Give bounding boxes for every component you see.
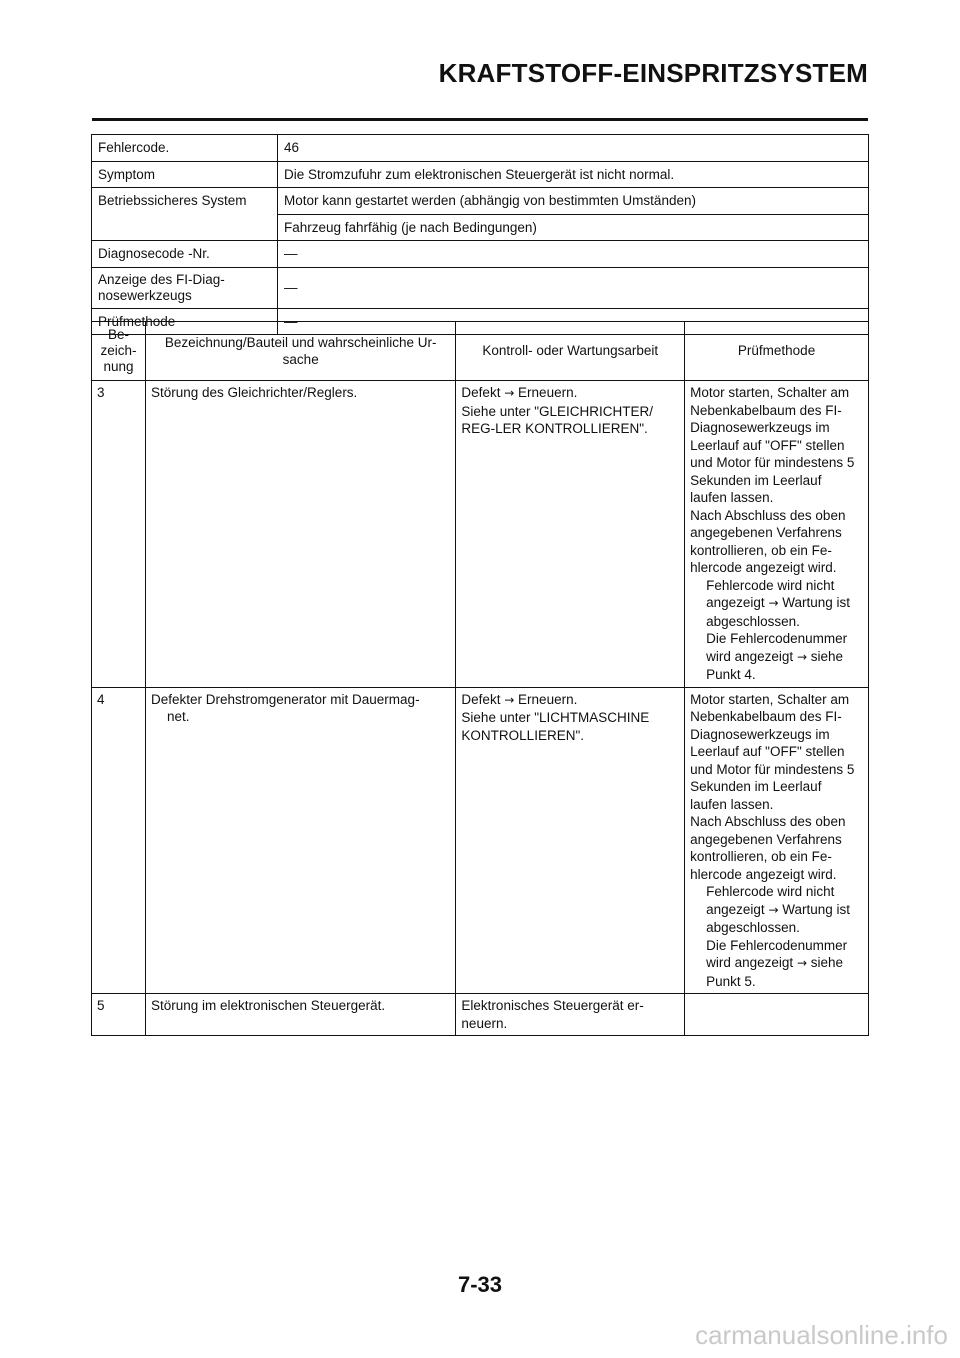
action-text: Erneuern. bbox=[518, 691, 578, 707]
info-value: — bbox=[278, 241, 869, 268]
arrow-icon: → bbox=[504, 692, 515, 707]
action-line: REG-LER KONTROLLIEREN". bbox=[461, 421, 648, 436]
row-cause bbox=[145, 687, 455, 994]
check-line: Nebenkabelbaum des FI- bbox=[690, 709, 842, 724]
table-header-row bbox=[92, 322, 869, 381]
info-label-line: Anzeige des FI-Diag- bbox=[98, 271, 225, 287]
check-text: Wartung ist bbox=[782, 595, 851, 610]
header-line: nung bbox=[103, 359, 134, 374]
info-label: Diagnosecode -Nr. bbox=[92, 241, 278, 268]
title-rule bbox=[92, 118, 868, 121]
row-action bbox=[456, 381, 685, 688]
cause-line: Defekter Drehstromgenerator mit Dauermag- bbox=[150, 691, 420, 707]
info-value: Die Stromzufuhr zum elektronischen Steuergerät ist nicht normal. bbox=[278, 161, 869, 188]
action-line: Siehe unter "LICHTMASCHINE bbox=[461, 710, 650, 725]
check-subline: Fehlercode wird nicht bbox=[706, 577, 835, 593]
action-line: KONTROLLIEREN". bbox=[461, 727, 584, 743]
check-line: Leerlauf auf "OFF" stellen bbox=[690, 744, 845, 759]
check-subline: Die Fehlercodenummer bbox=[706, 631, 848, 646]
check-line: laufen lassen. bbox=[690, 490, 774, 505]
info-table bbox=[91, 134, 869, 335]
check-subline bbox=[690, 954, 863, 973]
check-subline: Punkt 5. bbox=[706, 973, 756, 989]
check-line: hlercode angezeigt wird. bbox=[690, 866, 837, 882]
page-number: 7-33 bbox=[457, 1272, 503, 1297]
arrow-icon: → bbox=[796, 956, 807, 970]
info-value: 46 bbox=[278, 135, 869, 162]
check-subline bbox=[690, 901, 863, 920]
info-label: Symptom bbox=[92, 161, 278, 188]
arrow-icon: → bbox=[768, 596, 779, 610]
check-text: angezeigt bbox=[706, 901, 765, 917]
check-text: siehe bbox=[810, 648, 844, 664]
action-line bbox=[461, 384, 679, 403]
row-number: 5 bbox=[92, 994, 146, 1036]
action-line bbox=[461, 691, 679, 710]
action-text: Erneuern. bbox=[518, 385, 578, 400]
header-bezeichnung bbox=[92, 322, 146, 381]
info-label: Prüfmethode bbox=[92, 308, 278, 335]
header-line: Be- bbox=[107, 327, 129, 342]
header-kontrolle: Kontroll- oder Wartungsarbeit bbox=[456, 322, 685, 381]
check-line: Motor starten, Schalter am bbox=[690, 385, 850, 400]
action-text: Defekt bbox=[461, 385, 501, 400]
watermark[interactable]: carmanualsonline.info bbox=[695, 1320, 948, 1350]
check-line: kontrollieren, ob ein Fe- bbox=[690, 542, 832, 558]
check-line: und Motor für mindestens 5 bbox=[690, 455, 855, 470]
info-label bbox=[92, 267, 278, 308]
info-row-betriebssicheres-system bbox=[92, 188, 869, 215]
check-line: und Motor für mindestens 5 bbox=[690, 761, 855, 777]
arrow-icon: → bbox=[768, 902, 779, 917]
row-check bbox=[685, 687, 869, 994]
check-line: angegebenen Verfahrens bbox=[690, 525, 842, 540]
check-text: wird angezeigt bbox=[706, 648, 794, 664]
header-line: Bezeichnung/Bauteil und wahrscheinliche Ur- bbox=[164, 335, 437, 350]
check-line: Sekunden im Leerlauf bbox=[690, 779, 822, 794]
arrow-icon: → bbox=[504, 386, 515, 400]
check-subline: abgeschlossen. bbox=[706, 920, 800, 935]
info-row-fehlercode bbox=[92, 135, 869, 162]
check-subline: Fehlercode wird nicht bbox=[706, 884, 835, 899]
check-subline: Punkt 4. bbox=[706, 667, 756, 682]
check-line: Diagnosewerkzeugs im bbox=[690, 420, 830, 435]
table-row bbox=[92, 381, 869, 688]
check-line: kontrollieren, ob ein Fe- bbox=[690, 849, 832, 864]
row-number: 4 bbox=[92, 687, 146, 994]
info-value: — bbox=[278, 308, 869, 335]
header-bauteil bbox=[145, 322, 455, 381]
arrow-icon: → bbox=[796, 649, 807, 664]
check-line: Nach Abschluss des oben bbox=[690, 814, 846, 829]
check-subline bbox=[690, 648, 863, 667]
check-line: laufen lassen. bbox=[690, 796, 774, 812]
action-line: neuern. bbox=[461, 1015, 508, 1031]
header-line: zeich- bbox=[100, 343, 137, 358]
check-line: Sekunden im Leerlauf bbox=[690, 472, 822, 488]
info-value: — bbox=[278, 267, 869, 308]
cause-line: net. bbox=[166, 709, 190, 724]
row-number: 3 bbox=[92, 381, 146, 688]
check-subline bbox=[690, 594, 863, 613]
check-text: siehe bbox=[810, 955, 844, 970]
row-cause: Störung im elektronischen Steuergerät. bbox=[145, 994, 455, 1036]
info-row-diagnosecode bbox=[92, 241, 869, 268]
info-value: Motor kann gestartet werden (abhängig von bestimmten Umständen) bbox=[278, 188, 869, 215]
row-check bbox=[685, 994, 869, 1036]
table-row bbox=[92, 687, 869, 994]
check-line: Nach Abschluss des oben bbox=[690, 507, 846, 523]
check-line: Nebenkabelbaum des FI- bbox=[690, 402, 842, 418]
check-subline: abgeschlossen. bbox=[706, 613, 800, 629]
action-line: Siehe unter "GLEICHRICHTER/ bbox=[461, 403, 654, 419]
check-line: Leerlauf auf "OFF" stellen bbox=[690, 437, 845, 453]
info-label-line: nosewerkzeugs bbox=[98, 287, 192, 303]
info-row-symptom bbox=[92, 161, 869, 188]
check-line: Diagnosewerkzeugs im bbox=[690, 726, 830, 742]
check-text: wird angezeigt bbox=[706, 955, 794, 970]
info-row-anzeige bbox=[92, 267, 869, 308]
check-line: Motor starten, Schalter am bbox=[690, 691, 850, 707]
check-subline: Die Fehlercodenummer bbox=[706, 937, 848, 953]
row-action bbox=[456, 687, 685, 994]
action-text: Defekt bbox=[461, 691, 501, 707]
header-pruefmethode: Prüfmethode bbox=[685, 322, 869, 381]
action-line: Elektronisches Steuergerät er- bbox=[461, 998, 644, 1013]
check-text: angezeigt bbox=[706, 595, 765, 610]
info-label: Fehlercode. bbox=[92, 135, 278, 162]
info-label: Betriebssicheres System bbox=[92, 188, 278, 241]
check-line: angegebenen Verfahrens bbox=[690, 831, 842, 847]
row-check bbox=[685, 381, 869, 688]
table-row bbox=[92, 994, 869, 1036]
info-value: Fahrzeug fahrfähig (je nach Bedingungen) bbox=[278, 214, 869, 241]
row-action bbox=[456, 994, 685, 1036]
procedure-table bbox=[91, 321, 869, 1036]
header-line: sache bbox=[282, 352, 319, 367]
check-text: Wartung ist bbox=[782, 901, 851, 917]
page-title: KRAFTSTOFF-EINSPRITZSYSTEM bbox=[438, 58, 868, 88]
row-cause: Störung des Gleichrichter/Reglers. bbox=[145, 381, 455, 688]
check-line: hlercode angezeigt wird. bbox=[690, 560, 837, 575]
